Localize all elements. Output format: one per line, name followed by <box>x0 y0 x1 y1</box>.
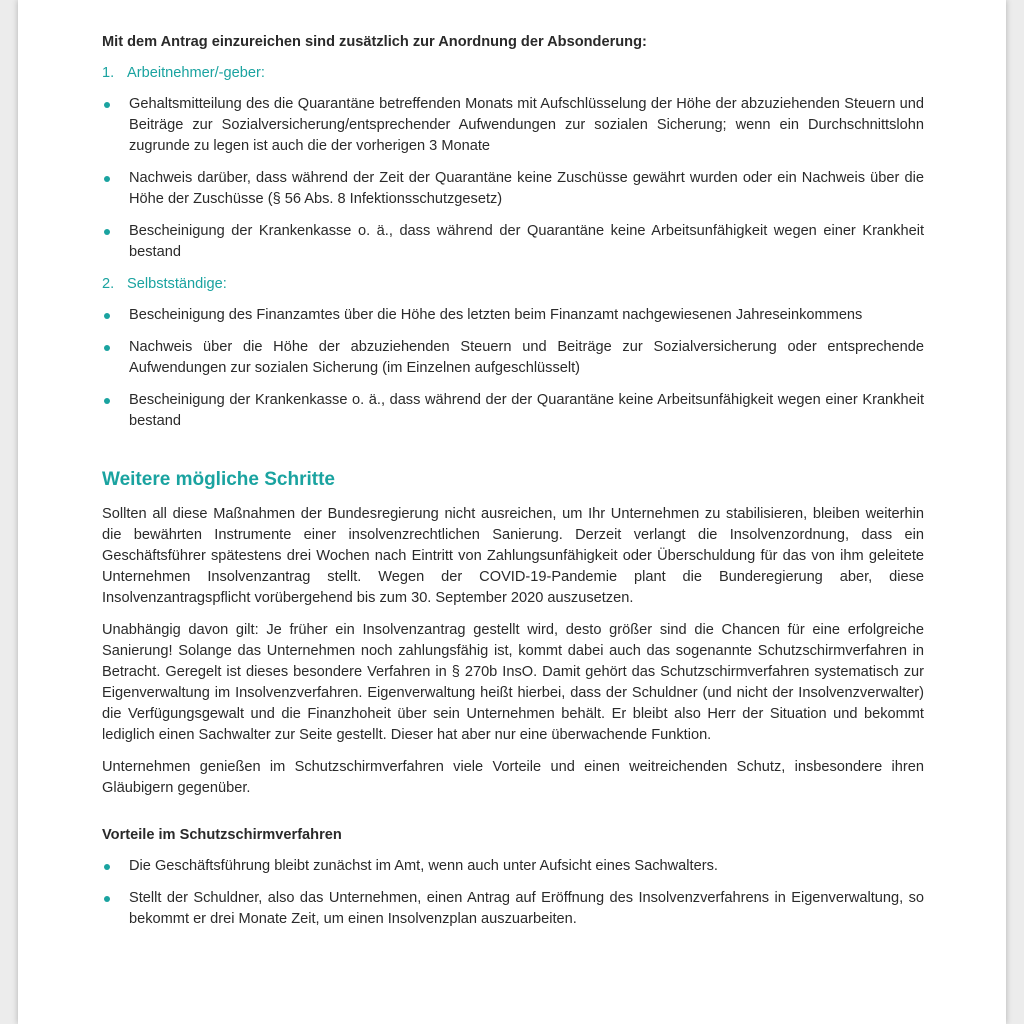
list-item: Gehaltsmitteilung des die Quarantäne betreffenden Monats mit Aufschlüsselung der Höhe der abzuziehenden Steuern und Beiträge zur Sozialversicherung/entsprechender Aufwendungen zur sozialen Sicherung; wenn ein Durchschnittslohn zugrunde zu legen ist auch die der vorherigen 3 Monate <box>102 94 924 157</box>
intro-text: Mit dem Antrag einzureichen sind zusätzlich zur Anordnung der Absonderung: <box>102 34 647 50</box>
page-content <box>102 32 924 941</box>
paragraph: Unabhängig davon gilt: Je früher ein Insolvenzantrag gestellt wird, desto größer sind die Chancen für eine erfolgreiche Sanierung! Solange das Unternehmen noch zahlungsfähig ist, kommt dabei auch das sogenannte Schutzschirmverfahren in Betracht. Geregelt ist dieses besondere Verfahren in § 270b InsO. Damit gehört das Schutzschirmverfahren systematisch zur Eigenverwaltung im Insolvenzverfahren. Eigenverwaltung heißt hierbei, dass der Schuldner (und nicht der Insolvenzverwalter) die Verfügungsgewalt und die Finanzhoheit über sein Unternehmen behält. Er bleibt also Herr der Situation und bekommt lediglich einen Sachwalter zur Seite gestellt. Dieser hat aber nur eine überwachende Funktion. <box>102 622 924 743</box>
bullet-icon <box>104 896 110 902</box>
section-number: 1. <box>102 65 115 81</box>
list-item: Bescheinigung der Krankenkasse o. ä., dass während der Quarantäne keine Arbeitsunfähigkeit wegen einer Krankheit bestand <box>102 221 924 263</box>
list-item: Bescheinigung des Finanzamtes über die Höhe des letzten beim Finanzamt nachgewiesenen Jahreseinkommens <box>102 305 924 326</box>
bullet-list-advantages <box>102 856 924 930</box>
bullet-list-employee <box>102 94 924 263</box>
section-title: Arbeitnehmer/-geber: <box>127 65 265 81</box>
bullet-icon <box>104 176 110 182</box>
section-number: 2. <box>102 276 115 292</box>
bullet-icon <box>104 229 110 235</box>
bullet-icon <box>104 398 110 404</box>
list-item: Bescheinigung der Krankenkasse o. ä., dass während der der Quarantäne keine Arbeitsunfähigkeit wegen einer Krankheit bestand <box>102 390 924 432</box>
section-heading: Weitere mögliche Schritte <box>102 469 335 490</box>
paragraph: Unternehmen genießen im Schutzschirmverfahren viele Vorteile und einen weitreichenden Schutz, insbesondere ihren Gläubigern gegenüber. <box>102 759 924 796</box>
list-item: Stellt der Schuldner, also das Unternehmen, einen Antrag auf Eröffnung des Insolvenzverfahrens in Eigenverwaltung, so bekommt er drei Monate Zeit, um einen Insolvenzplan auszuarbeiten. <box>102 888 924 930</box>
list-item: Nachweis über die Höhe der abzuziehenden Steuern und Beiträge zur Sozialversicherung oder entsprechende Aufwendungen zur sozialen Sicherung (im Einzelnen aufgeschlüsselt) <box>102 337 924 379</box>
bullet-icon <box>104 864 110 870</box>
section-heading-selfemployed <box>102 274 924 295</box>
paragraph: Sollten all diese Maßnahmen der Bundesregierung nicht ausreichen, um Ihr Unternehmen zu stabilisieren, bleiben weiterhin die bewährten Instrumente einer insolvenzrechtlichen Sanierung. Derzeit verlangt die Insolvenzordnung, dass ein Geschäftsführer spätestens drei Wochen nach Eintritt von Zahlungsunfähigkeit oder Überschuldung für das von ihm geleitete Unternehmen Insolvenzantrag stellt. Wegen der COVID-19-Pandemie plant die Bunderegierung aber, diese Insolvenzantragspflicht vorübergehend bis zum 30. September 2020 auszusetzen. <box>102 506 924 606</box>
section-heading-employee <box>102 63 924 84</box>
bullet-icon <box>104 313 110 319</box>
bullet-icon <box>104 345 110 351</box>
bullet-icon <box>104 102 110 108</box>
section-title: Selbstständige: <box>127 276 227 292</box>
subheading: Vorteile im Schutzschirmverfahren <box>102 827 342 843</box>
document-page <box>18 0 1006 1024</box>
list-item: Die Geschäftsführung bleibt zunächst im Amt, wenn auch unter Aufsicht eines Sachwalters. <box>102 856 924 877</box>
cropped-previous-line <box>103 0 923 4</box>
bullet-list-selfemployed <box>102 305 924 432</box>
list-item: Nachweis darüber, dass während der Zeit der Quarantäne keine Zuschüsse gewährt wurden oder ein Nachweis über die Höhe der Zuschüsse (§ 56 Abs. 8 Infektionsschutzgesetz) <box>102 168 924 210</box>
